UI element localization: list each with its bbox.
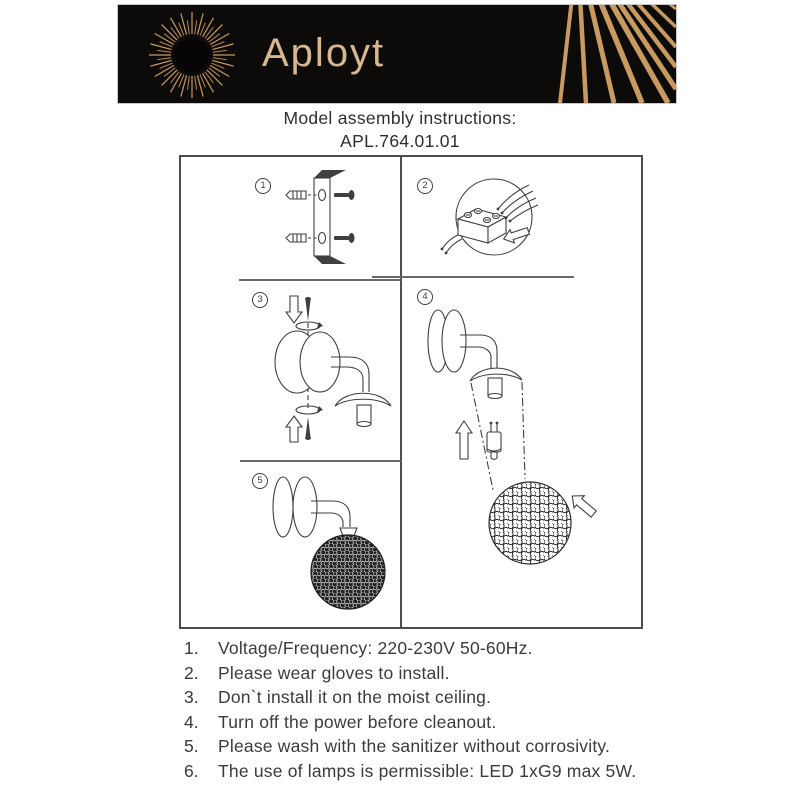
- list-item-number: 1.: [184, 638, 199, 658]
- step-1-badge: 1: [255, 178, 271, 194]
- list-item-text: The use of lamps is permissible: LED 1xG9 max 5W.: [218, 760, 637, 781]
- instruction-list: [184, 638, 636, 786]
- brand-banner: [118, 5, 676, 103]
- title-line1: Model assembly instructions:: [283, 108, 517, 128]
- step-2-badge: 2: [417, 178, 433, 194]
- step-3-badge: 3: [252, 292, 268, 308]
- step2-wiring-illustration: [400, 157, 641, 276]
- list-item-text: Turn off the power before cleanout.: [218, 711, 497, 732]
- list-item-text: Don`t install it on the moist ceiling.: [218, 687, 492, 708]
- list-item-number: 4.: [184, 711, 199, 732]
- step-5-badge: 5: [252, 473, 268, 489]
- list-item-number: 5.: [184, 736, 199, 757]
- list-item-number: 3.: [184, 687, 199, 708]
- list-item: [184, 736, 636, 761]
- brand-wordmark: Aployt: [262, 31, 386, 75]
- list-item: [184, 638, 636, 663]
- list-item: [184, 761, 636, 786]
- list-item-text: Voltage/Frequency: 220-230V 50-60Hz.: [218, 638, 533, 658]
- list-item: [184, 712, 636, 737]
- list-item-text: Please wash with the sanitizer without corrosivity.: [218, 736, 611, 757]
- starburst-icon: [144, 7, 240, 103]
- gold-rays-icon: [436, 5, 676, 103]
- assembly-diagram: [179, 155, 643, 629]
- step1-bracket-illustration: [181, 157, 400, 279]
- step4-bulb-globe-illustration: [400, 276, 641, 627]
- model-number: APL.764.01.01: [340, 131, 460, 151]
- step5-assembled-lamp-illustration: [181, 460, 400, 627]
- list-item-number: 2.: [184, 662, 199, 683]
- list-item-number: 6.: [184, 760, 199, 781]
- step3-base-mount-illustration: [181, 279, 400, 460]
- list-item-text: Please wear gloves to install.: [218, 662, 450, 683]
- list-item: [184, 687, 636, 712]
- list-item: [184, 663, 636, 688]
- step-4-badge: 4: [417, 289, 433, 305]
- page-title: [0, 107, 800, 153]
